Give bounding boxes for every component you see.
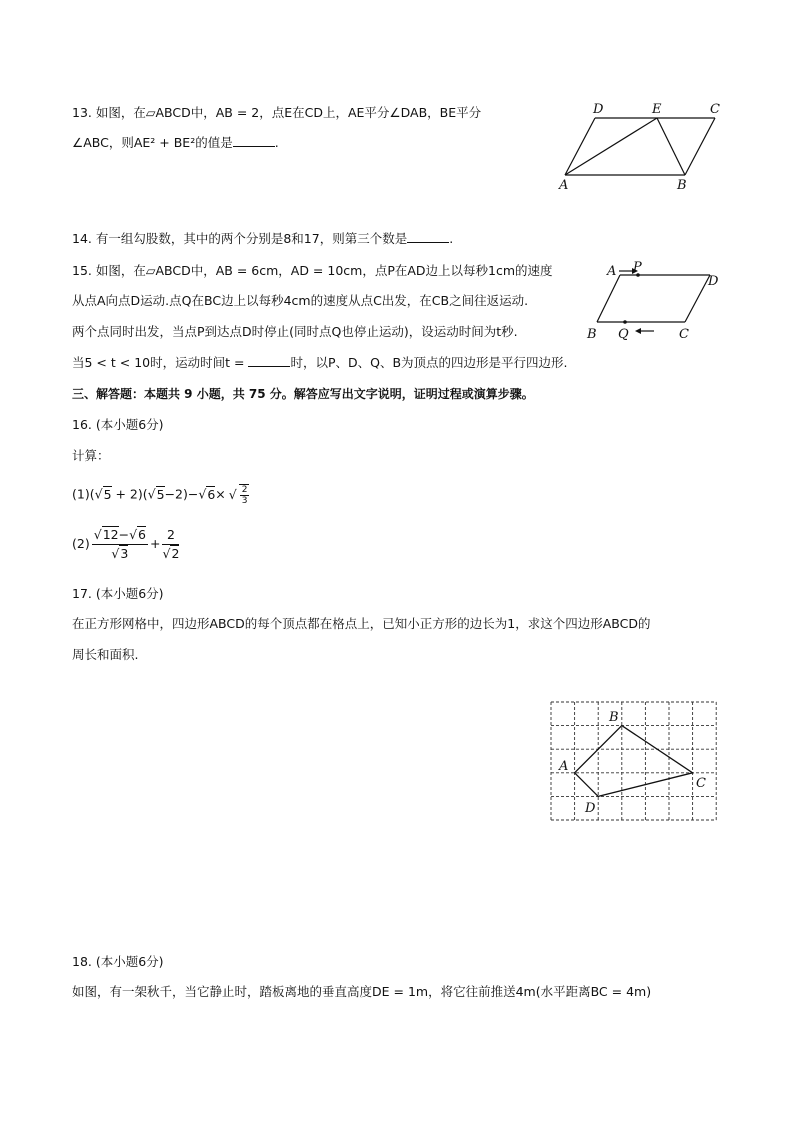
q18-line1: 如图，有一架秋千，当它静止时，踏板离地的垂直高度DE = 1m，将它往前推送4m(水平距离BC = 4m) — [72, 984, 652, 999]
q13-label-c: C — [710, 102, 720, 117]
sqrt-icon: √ — [228, 486, 237, 502]
q13-label-b: B — [677, 178, 687, 193]
q17-header: 17. (本小题6分) — [72, 586, 164, 601]
q17-label-a: A — [559, 759, 569, 774]
q16-p2-radicand2: 6 — [138, 527, 146, 542]
sqrt-icon: √ — [147, 486, 156, 502]
q15-answer-blank[interactable] — [248, 354, 290, 367]
q17-grid-lines — [551, 702, 716, 820]
q15-label-p: P — [633, 260, 642, 275]
q16-p1-fraction — [239, 484, 250, 506]
q16-part2 — [72, 520, 181, 568]
q13-line2-text: ∠ABC，则AE² + BE²的值是 — [72, 135, 233, 150]
q14-end: . — [449, 231, 454, 246]
q13-answer-blank[interactable] — [233, 134, 275, 147]
q16-p2-fraction1 — [92, 526, 148, 563]
q17-line2: 周长和面积. — [72, 647, 139, 662]
q16-p2-fraction2 — [162, 526, 179, 563]
q15-line4 — [72, 354, 568, 372]
sqrt-icon: √ — [198, 486, 207, 502]
q17-label-b: B — [609, 710, 619, 725]
q13-segment-ae — [565, 118, 657, 175]
q16-p2-radicand3: 3 — [120, 546, 129, 561]
q13-side-bc — [685, 118, 715, 175]
q13-label-a: A — [559, 178, 569, 193]
q15-label-c: C — [679, 327, 689, 342]
sqrt-icon: √ — [162, 546, 171, 561]
q16-p1-minus: −2)− — [164, 486, 199, 502]
q15-line1: 15. 如图，在▱ABCD中，AB = 6cm，AD = 10cm，点P在AD边上以每秒1cm的速度 — [72, 263, 553, 278]
q15-label-d: D — [708, 274, 719, 289]
q15-arrow-q-head — [635, 328, 641, 334]
q18-header: 18. (本小题6分) — [72, 954, 164, 969]
q13-side-da — [565, 118, 595, 175]
q15-side-dc — [685, 275, 710, 322]
sqrt-icon: √ — [94, 486, 103, 502]
q16-p2-label: (2) — [72, 536, 90, 551]
q13-label-e: E — [652, 102, 662, 117]
q16-p2-plus: + — [150, 536, 161, 551]
q17-grid-figure — [549, 700, 721, 822]
sqrt-icon: √ — [129, 527, 138, 542]
q15-label-a: A — [607, 264, 617, 279]
q16-p1-radicand1: 5 — [103, 486, 112, 502]
q17-quadrilateral-abcd — [575, 726, 693, 797]
q16-p2-radicand1: 12 — [102, 527, 119, 542]
sqrt-icon: √ — [111, 546, 120, 561]
q16-p2-numerator — [92, 526, 148, 545]
q13-line1: 13. 如图，在▱ABCD中，AB = 2，点E在CD上，AE平分∠DAB，BE平分 — [72, 105, 482, 120]
q16-p1-den: 3 — [241, 496, 248, 506]
q13-label-d: D — [593, 102, 604, 117]
q16-p1-plus: + 2)( — [111, 486, 148, 502]
q16-p2-den2 — [162, 545, 179, 563]
q15-line3: 两个点同时出发，当点P到达点D时停止(同时点Q也停止运动)，设运动时间为t秒. — [72, 324, 518, 339]
q15-label-q: Q — [618, 327, 629, 342]
q16-p1-radicand2: 5 — [156, 486, 165, 502]
q13-line2 — [72, 134, 279, 152]
q16-p2-radicand4: 2 — [171, 546, 180, 561]
q14-text: 14. 有一组勾股数，其中的两个分别是8和17，则第三个数是 — [72, 231, 408, 246]
q16-intro: 计算： — [72, 448, 110, 463]
q15-side-ba — [597, 275, 620, 322]
q16-p2-num2: 2 — [162, 526, 179, 545]
q16-p2-minus: − — [118, 527, 130, 542]
q13-line2-end: . — [274, 135, 279, 150]
q16-p2-denominator — [92, 545, 148, 563]
q15-line4-end: 时，以P、D、Q、B为顶点的四边形是平行四边形. — [290, 355, 568, 370]
q13-segment-be — [657, 118, 685, 175]
q16-p1-num: 2 — [241, 485, 248, 495]
q15-label-b: B — [587, 327, 597, 342]
q16-p1-radicand3: 6 — [207, 486, 216, 502]
q15-point-q — [623, 320, 627, 324]
q15-figure — [585, 258, 725, 343]
q15-line4-text: 当5 < t < 10时，运动时间t = — [72, 355, 245, 370]
q15-line2: 从点A向点D运动.点Q在BC边上以每秒4cm的速度从点C出发，在CB之间往返运动. — [72, 293, 529, 308]
q16-header: 16. (本小题6分) — [72, 417, 164, 432]
q17-label-d: D — [585, 801, 596, 816]
q13-figure — [555, 98, 725, 193]
q17-label-c: C — [696, 776, 706, 791]
q14-answer-blank[interactable] — [407, 230, 449, 243]
q16-part1 — [72, 484, 251, 506]
q16-p1-open: (1)( — [72, 486, 95, 502]
q16-p1-times: × — [215, 486, 226, 502]
q17-line1: 在正方形网格中，四边形ABCD的每个顶点都在格点上，已知小正方形的边长为1，求这个四边形ABCD的 — [72, 616, 651, 631]
sqrt-icon: √ — [93, 527, 102, 542]
q14-line — [72, 230, 453, 248]
section-3-heading: 三、解答题：本题共 9 小题，共 75 分。解答应写出文字说明，证明过程或演算步骤。 — [72, 387, 534, 401]
